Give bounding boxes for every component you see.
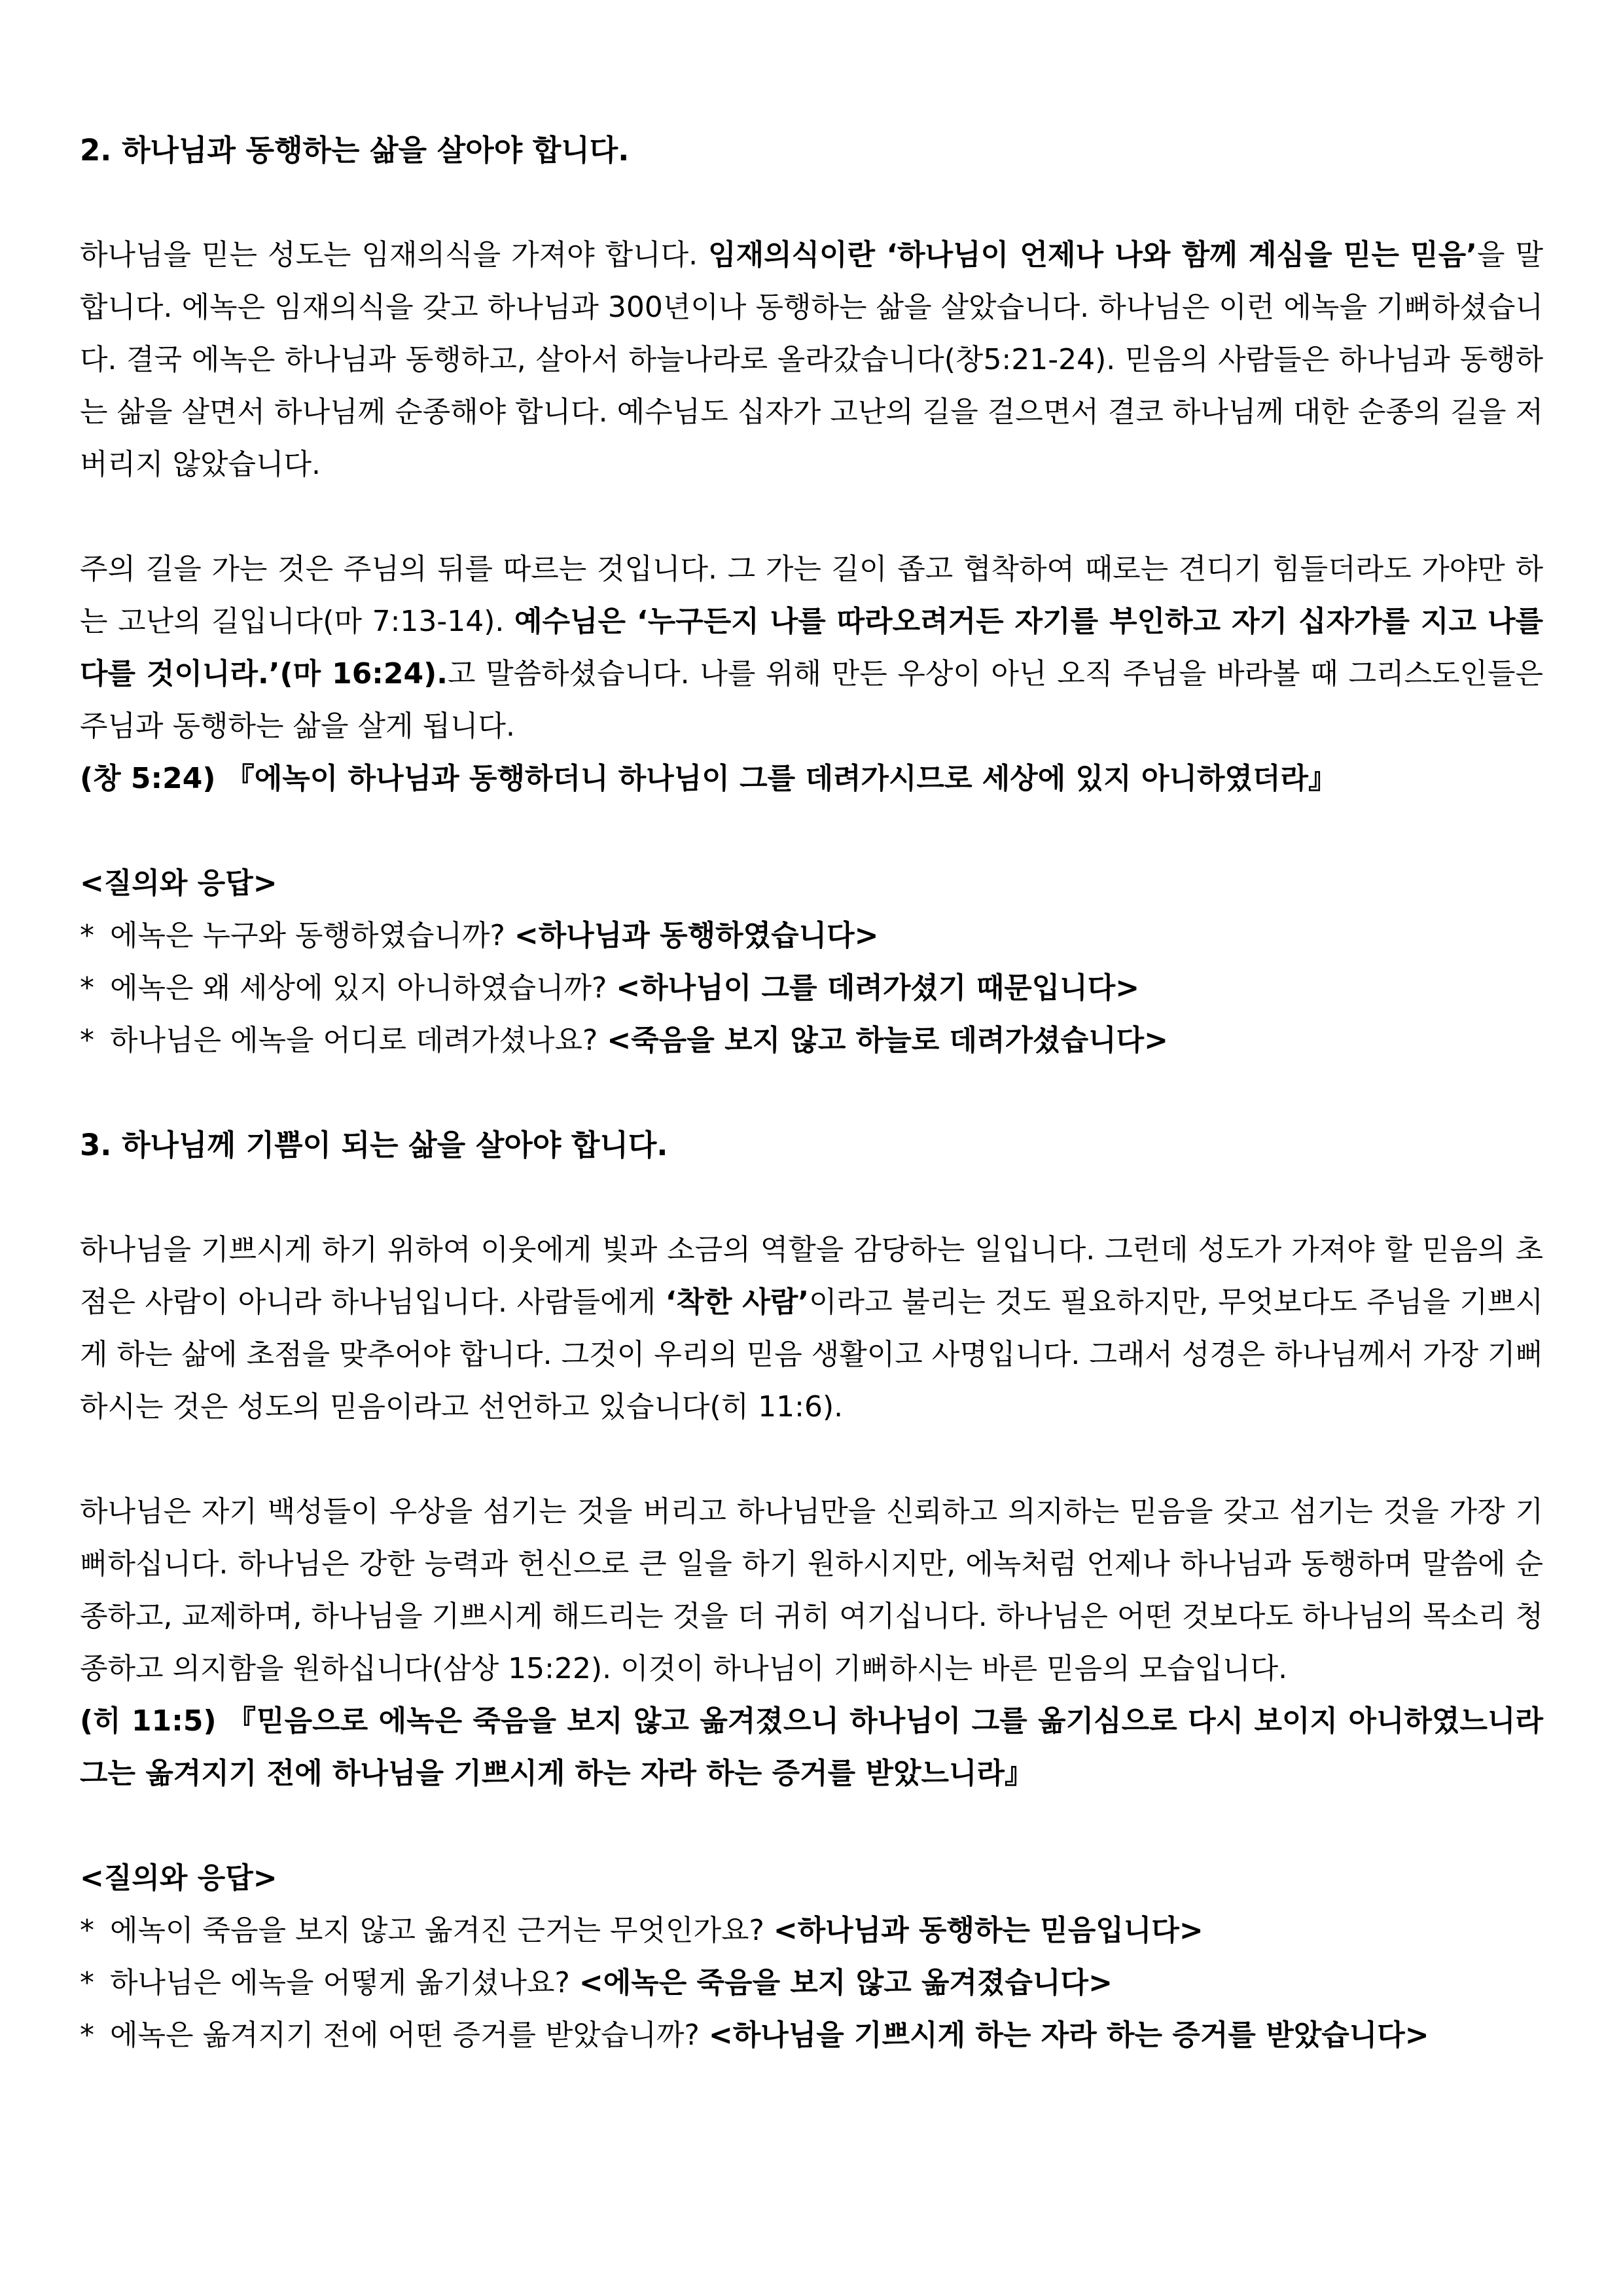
qa-item bbox=[80, 1014, 1543, 1067]
section-3-scripture-quote: (히 11:5) 『믿음으로 에녹은 죽음을 보지 않고 옮겨졌으니 하나님이 그를 옮기심으로 다시 보이지 아니하였느니라 그는 옮겨지기 전에 하나님을 기쁘시게 하는 자라 하는 증거를 받았느니라』 bbox=[80, 1704, 1543, 1790]
qa-question: 에녹은 옮겨지기 전에 어떤 증거를 받았습니까? bbox=[110, 2018, 709, 2052]
paragraph-text: 이라고 불리는 것도 필요하지만, 무엇보다도 주님을 기쁘시게 하는 삶에 초점을 맞추어야 합니다. 그것이 우리의 믿음 생활이고 사명입니다. 그래서 성경은 하나님께서 가장 기뻐하시는 것은 성도의 믿음이라고 선언하고 있습니다(히 11:6). bbox=[80, 1285, 1544, 1424]
qa-answer: <에녹은 죽음을 보지 않고 옮겨졌습니다> bbox=[579, 1966, 1113, 2000]
qa-question: 하나님은 에녹을 어디로 데려가셨나요? bbox=[110, 1024, 607, 1057]
paragraph-text: 주의 길을 가는 것은 주님의 뒤를 따르는 것입니다. 그 가는 길이 좁고 협착하여 때로는 견디기 힘들더라도 가야만 하는 고난의 길입니다(마 7:13-14). bbox=[80, 552, 1543, 638]
emphasis-text: 예수님은 ‘누구든지 나를 따라오려거든 자기를 부인하고 자기 십자가를 지고 나를 다를 것이니라.’(마 16:24). bbox=[80, 605, 1543, 691]
qa-answer: <하나님과 동행하였습니다> bbox=[514, 919, 879, 952]
paragraph-text: 고 말씀하셨습니다. 나를 위해 만든 우상이 아닌 오직 주님을 바라볼 때 그리스도인들은 주님과 동행하는 삶을 살게 됩니다. bbox=[80, 657, 1543, 743]
section-2-paragraph-2 bbox=[80, 543, 1543, 753]
section-3-qa-list bbox=[80, 1905, 1543, 2062]
qa-answer: <하나님을 기쁘시게 하는 자라 하는 증거를 받았습니다> bbox=[708, 2018, 1429, 2052]
asterisk-icon: * bbox=[80, 2018, 94, 2052]
document-page bbox=[80, 124, 1543, 2114]
asterisk-icon: * bbox=[80, 919, 94, 952]
asterisk-icon: * bbox=[80, 971, 94, 1005]
asterisk-icon: * bbox=[80, 1914, 94, 1947]
paragraph-text: 하나님을 믿는 성도는 임재의식을 가져야 합니다. bbox=[80, 238, 709, 272]
paragraph-text: 을 말합니다. 에녹은 임재의식을 갖고 하나님과 300년이나 동행하는 삶을 살았습니다. 하나님은 이런 에녹을 기뻐하셨습니다. 결국 에녹은 하나님과 동행하고, 살아서 하늘나라로 올라갔습니다(창5:21-24). 믿음의 사람들은 하나님과 동행하는 삶을 살면서 하나님께 순종해야 합니다. 예수님도 십자가 고난의 길을 걸으면서 결코 하나님께 대한 순종의 길을 저버리지 않았습니다. bbox=[80, 238, 1543, 481]
emphasis-text: ‘착한 사람’ bbox=[665, 1285, 810, 1319]
qa-item bbox=[80, 1905, 1543, 1957]
section-3-paragraph-1 bbox=[80, 1224, 1543, 1433]
qa-answer: <하나님이 그를 데려가셨기 때문입니다> bbox=[616, 971, 1140, 1005]
paragraph-text: 하나님을 기쁘시게 하기 위하여 이웃에게 빛과 소금의 역할을 감당하는 일입니다. 그런데 성도가 가져야 할 믿음의 초점은 사람이 아니라 하나님입니다. 사람들에게 bbox=[80, 1233, 1543, 1319]
section-3-qa-title: <질의와 응답> bbox=[80, 1861, 277, 1895]
section-3-paragraph-2: 하나님은 자기 백성들이 우상을 섬기는 것을 버리고 하나님만을 신뢰하고 의지하는 믿음을 갖고 섬기는 것을 가장 기뻐하십니다. 하나님은 강한 능력과 헌신으로 큰 일을 하기 원하시지만, 에녹처럼 언제나 하나님과 동행하며 말씀에 순종하고, 교제하며, 하나님을 기쁘시게 해드리는 것을 더 귀히 여기십니다. 하나님은 어떤 것보다도 하나님의 목소리 청종하고 의지함을 원하십니다(삼상 15:22). 이것이 하나님이 기뻐하시는 바른 믿음의 모습입니다. bbox=[80, 1495, 1543, 1685]
section-2-scripture-quote: (창 5:24) 『에녹이 하나님과 동행하더니 하나님이 그를 데려가시므로 세상에 있지 아니하였더라』 bbox=[80, 762, 1337, 795]
section-2-heading: 2. 하나님과 동행하는 삶을 살아야 합니다. bbox=[80, 133, 630, 168]
qa-question: 에녹은 누구와 동행하였습니까? bbox=[110, 919, 514, 952]
qa-item bbox=[80, 962, 1543, 1014]
qa-item bbox=[80, 2009, 1543, 2062]
asterisk-icon: * bbox=[80, 1024, 94, 1057]
qa-question: 하나님은 에녹을 어떻게 옮기셨나요? bbox=[110, 1966, 579, 2000]
asterisk-icon: * bbox=[80, 1966, 94, 2000]
section-2-qa-title: <질의와 응답> bbox=[80, 867, 277, 900]
section-3-heading: 3. 하나님께 기쁨이 되는 삶을 살아야 합니다. bbox=[80, 1128, 668, 1162]
qa-question: 에녹은 왜 세상에 있지 아니하였습니까? bbox=[110, 971, 616, 1005]
qa-item bbox=[80, 1957, 1543, 2009]
qa-answer: <하나님과 동행하는 믿음입니다> bbox=[773, 1914, 1204, 1947]
section-2-qa-list bbox=[80, 910, 1543, 1067]
qa-answer: <죽음을 보지 않고 하늘로 데려가셨습니다> bbox=[607, 1024, 1168, 1057]
qa-item bbox=[80, 910, 1543, 962]
section-2-paragraph-1 bbox=[80, 229, 1543, 491]
qa-question: 에녹이 죽음을 보지 않고 옮겨진 근거는 무엇인가요? bbox=[110, 1914, 774, 1947]
emphasis-text: 임재의식이란 ‘하나님이 언제나 나와 함께 계심을 믿는 믿음’ bbox=[708, 238, 1477, 272]
